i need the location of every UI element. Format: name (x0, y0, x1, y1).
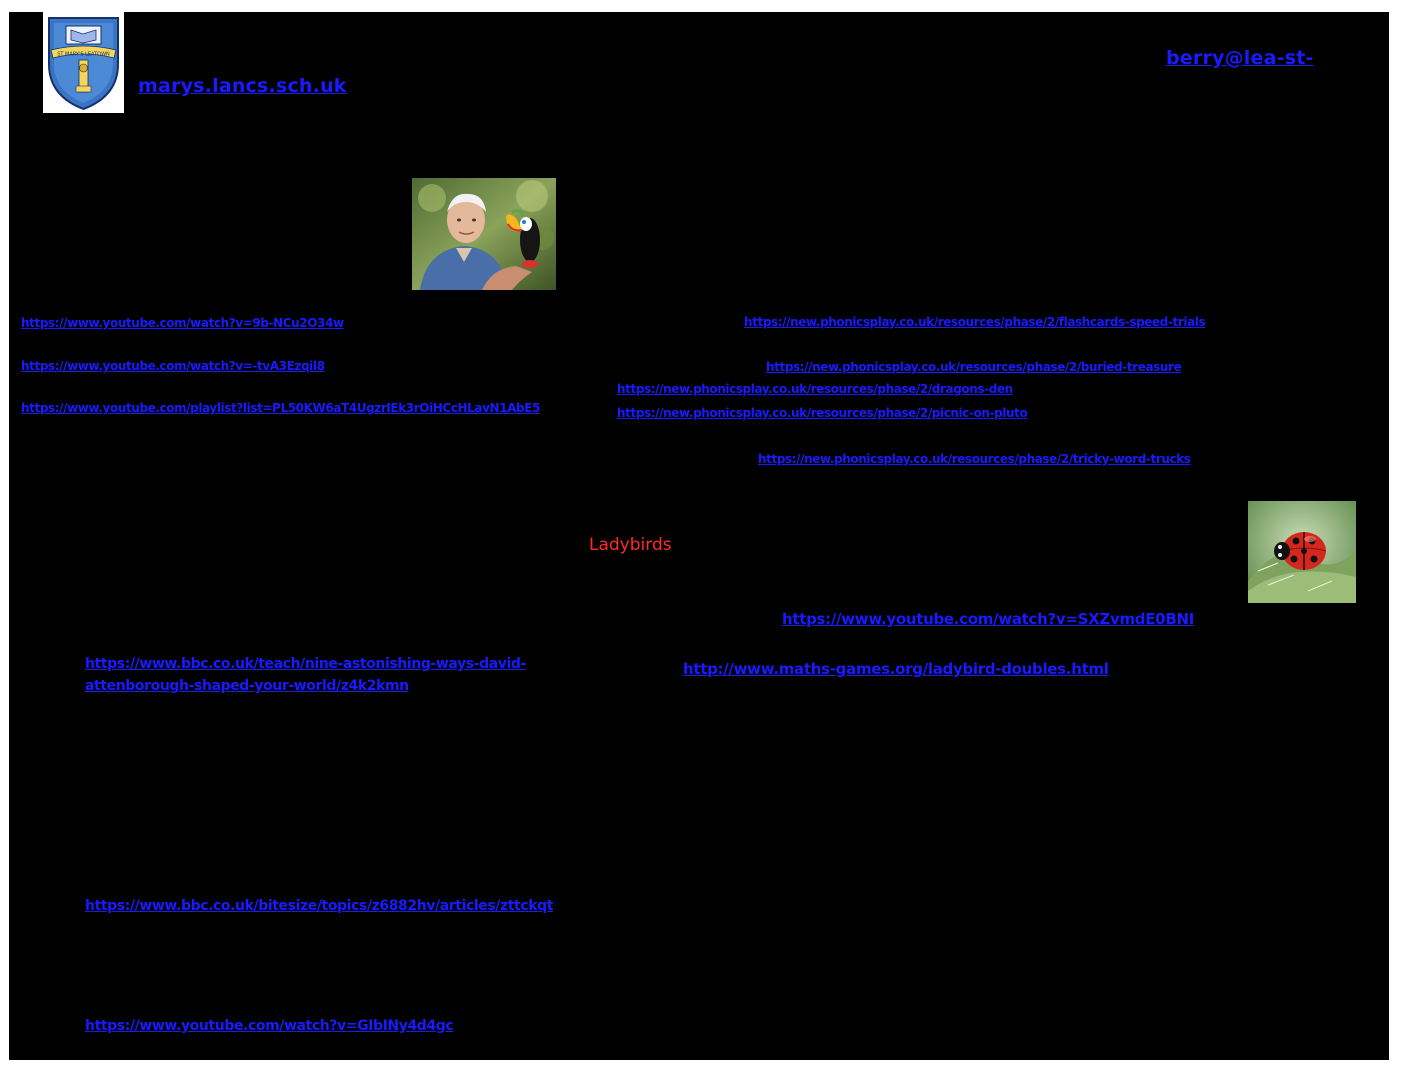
phonics-buried-treasure-link[interactable]: https://new.phonicsplay.co.uk/resources/phase/2/buried-treasure (766, 360, 1182, 374)
youtube-ladybird-link[interactable]: https://www.youtube.com/watch?v=SXZvmdE0BNI (782, 610, 1194, 628)
phonics-picnic-on-pluto-link[interactable]: https://new.phonicsplay.co.uk/resources/phase/2/picnic-on-pluto (617, 406, 1028, 420)
youtube-playlist-link[interactable]: https://www.youtube.com/playlist?list=PL50KW6aT4UgzrIEk3rOiHCcHLavN1AbE5 (21, 401, 540, 415)
phonics-tricky-word-trucks-link[interactable]: https://new.phonicsplay.co.uk/resources/phase/2/tricky-word-trucks (758, 452, 1191, 466)
youtube-link-2[interactable]: https://www.youtube.com/watch?v=-tvA3Ezqil8 (21, 359, 325, 373)
phonics-dragons-den-link[interactable]: https://new.phonicsplay.co.uk/resources/phase/2/dragons-den (617, 382, 1013, 396)
email-link-part2[interactable]: marys.lancs.sch.uk (138, 75, 347, 97)
ladybird-photo (1248, 501, 1356, 603)
document-page (9, 12, 1389, 1060)
youtube-link-last[interactable]: https://www.youtube.com/watch?v=GIbINy4d4gc (85, 1018, 454, 1034)
bbc-teach-link-line2[interactable]: attenborough-shaped-your-world/z4k2kmn (85, 678, 409, 694)
school-crest-icon (43, 12, 124, 113)
maths-games-link[interactable]: http://www.maths-games.org/ladybird-doubles.html (683, 660, 1109, 678)
youtube-link-1[interactable]: https://www.youtube.com/watch?v=9b-NCu2O34w (21, 316, 344, 330)
attenborough-photo (412, 178, 556, 290)
school-crest-logo (43, 12, 124, 113)
email-link-part1[interactable]: berry@lea-st- (1166, 47, 1314, 69)
bbc-teach-link-line1[interactable]: https://www.bbc.co.uk/teach/nine-astonishing-ways-david- (85, 656, 526, 672)
svg-text:ST MARY'S LEATOWN: ST MARY'S LEATOWN (57, 51, 110, 58)
topic-heading: Ladybirds (589, 535, 672, 555)
phonics-flashcards-link[interactable]: https://new.phonicsplay.co.uk/resources/phase/2/flashcards-speed-trials (744, 315, 1206, 329)
bbc-bitesize-link[interactable]: https://www.bbc.co.uk/bitesize/topics/z6882hv/articles/zttckqt (85, 898, 554, 914)
